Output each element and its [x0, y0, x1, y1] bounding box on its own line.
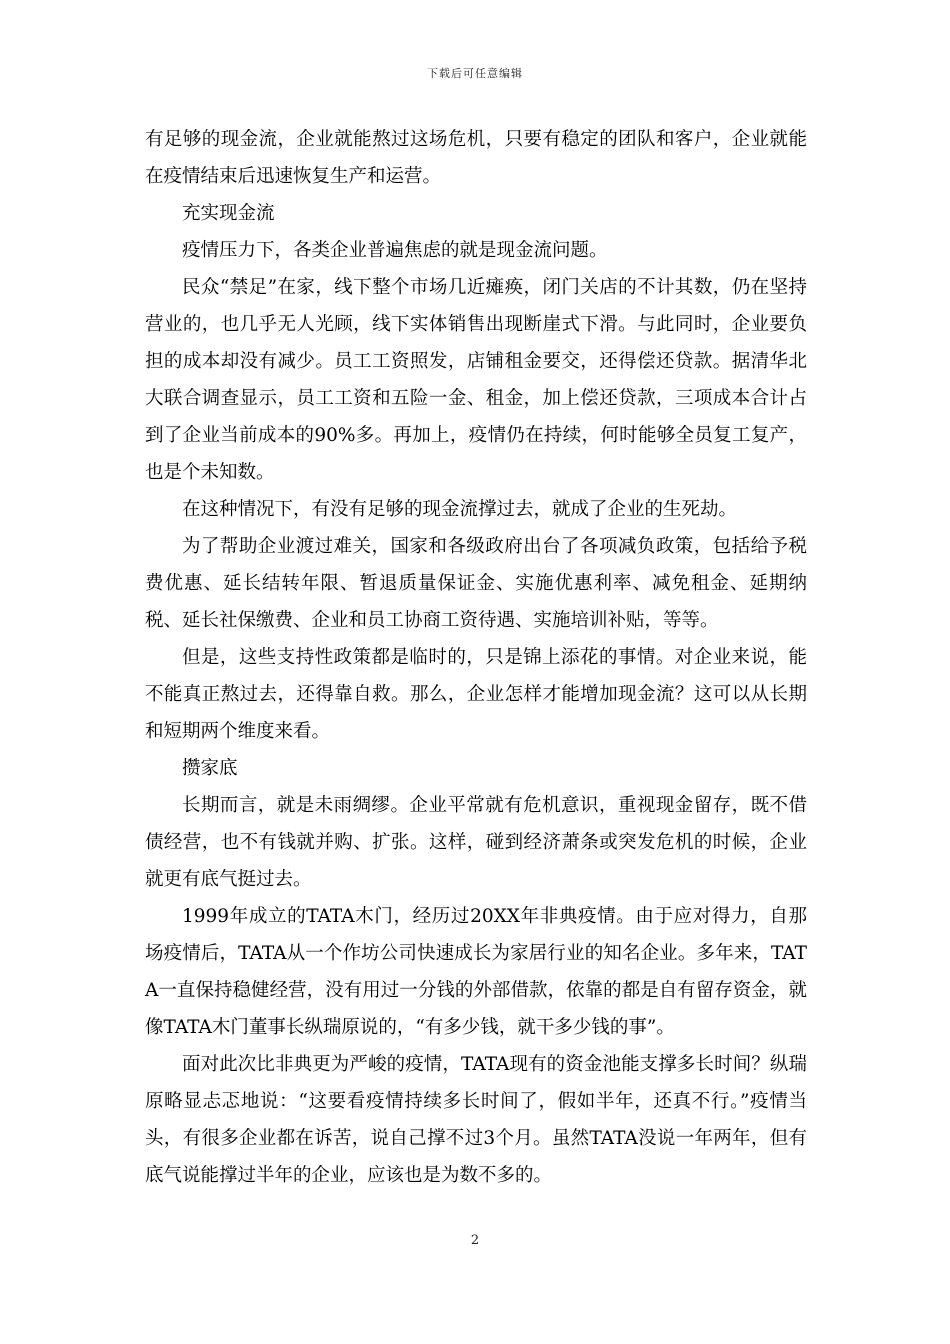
page-number: 2: [470, 1233, 480, 1248]
paragraph-8: 1999年成立的TATA木门，经历过20XX年非典疫情。由于应对得力，自那场疫情后，TATA从一个作坊公司快速成长为家居行业的知名企业。多年来，TATA一直保持稳健经营，没有用过一分钱的外部借款，依靠的都是自有留存资金，就像TATA木门董事长纵瑞原说的，“有多少钱，就干多少钱的事”。: [145, 906, 807, 1038]
section-heading-cash-flow: 充实现金流: [182, 203, 275, 224]
section-heading-savings: 攒家底: [182, 758, 238, 779]
paragraph-2: 疫情压力下，各类企业普遍焦虑的就是现金流问题。: [182, 240, 608, 261]
paragraph-6: 但是，这些支持性政策都是临时的，只是锦上添花的事情。对企业来说，能不能真正熬过去，还得靠自救。那么，企业怎样才能增加现金流？这可以从长期和短期两个维度来看。: [145, 647, 807, 742]
page-header: 下载后可任意编辑: [427, 67, 523, 80]
paragraph-4: 在这种情况下，有没有足够的现金流撑过去，就成了企业的生死劫。: [182, 499, 738, 520]
paragraph-5: 为了帮助企业渡过难关，国家和各级政府出台了各项减负政策，包括给予税费优惠、延长结转年限、暂退质量保证金、实施优惠利率、减免租金、延期纳税、延长社保缴费、企业和员工协商工资待遇、实施培训补贴，等等。: [145, 536, 807, 631]
paragraph-1: 有足够的现金流，企业就能熬过这场危机，只要有稳定的团队和客户，企业就能在疫情结束后迅速恢复生产和运营。: [145, 129, 807, 187]
paragraph-7: 长期而言，就是未雨绸缪。企业平常就有危机意识，重视现金留存，既不借债经营，也不有钱就并购、扩张。这样，碰到经济萧条或突发危机的时候，企业就更有底气挺过去。: [145, 795, 807, 890]
paragraph-9: 面对此次比非典更为严峻的疫情，TATA现有的资金池能支撑多长时间？纵瑞原略显忐忑地说：“这要看疫情持续多长时间了，假如半年，还真不行。”疫情当头，有很多企业都在诉苦，说自己撑不过3个月。虽然TATA没说一年两年，但有底气说能撑过半年的企业，应该也是为数不多的。: [145, 1054, 807, 1186]
paragraph-3: 民众“禁足”在家，线下整个市场几近瘫痪，闭门关店的不计其数，仍在坚持营业的，也几乎无人光顾，线下实体销售出现断崖式下滑。与此同时，企业要负担的成本却没有减少。员工工资照发，店铺租金要交，还得偿还贷款。据清华北大联合调查显示，员工工资和五险一金、租金，加上偿还贷款，三项成本合计占到了企业当前成本的90%多。再加上，疫情仍在持续，何时能够全员复工复产，也是个未知数。: [145, 277, 807, 483]
document-body: [145, 121, 807, 1194]
